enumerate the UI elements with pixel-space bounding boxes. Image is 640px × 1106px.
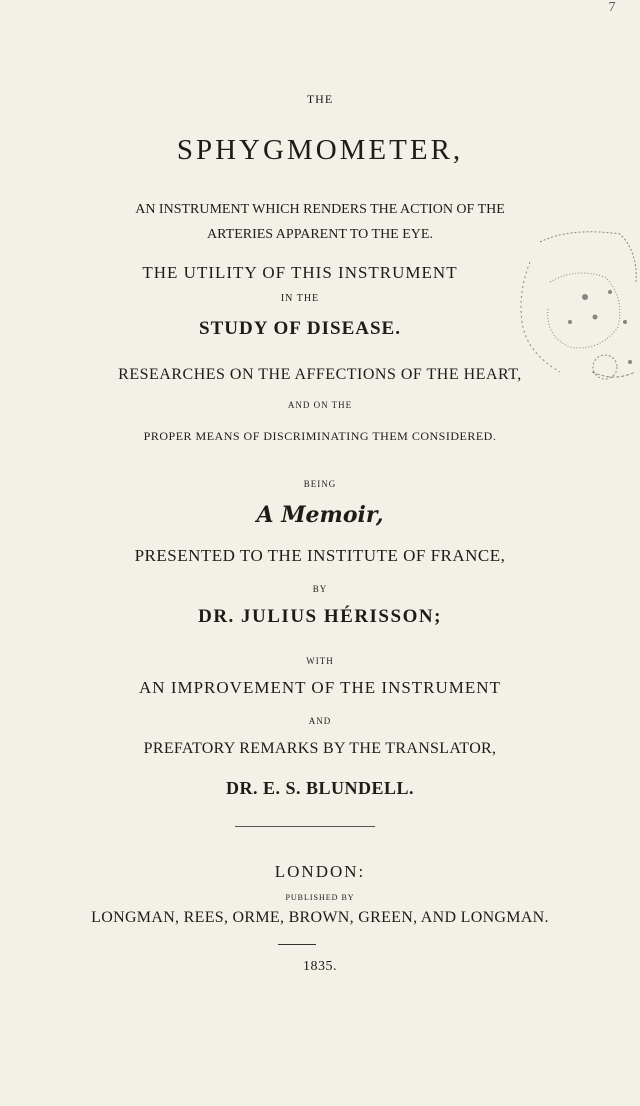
improvement-line: AN IMPROVEMENT OF THE INSTRUMENT — [139, 678, 501, 697]
memoir-line: A Memoir, — [256, 502, 384, 528]
short-rule — [278, 944, 316, 945]
divider-rule — [235, 826, 375, 827]
and-on-the-line: AND ON THE — [287, 400, 353, 410]
imprint-city: LONDON: — [274, 862, 366, 881]
utility-line: THE UTILITY OF THIS INSTRUMENT — [142, 263, 458, 282]
translator-line: DR. E. S. BLUNDELL. — [225, 778, 415, 798]
with-line: WITH — [306, 656, 334, 666]
and-line: AND — [308, 716, 332, 726]
title-article: THE — [306, 92, 334, 106]
published-by-line: PUBLISHED BY — [285, 893, 355, 902]
study-line: STUDY OF DISEASE. — [199, 318, 401, 339]
proper-means-line: PROPER MEANS OF DISCRIMINATING THEM CONSIDERED. — [143, 429, 497, 443]
author-line: DR. JULIUS HÉRISSON; — [198, 606, 442, 627]
being-line: BEING — [303, 479, 337, 489]
researches-line: RESEARCHES ON THE AFFECTIONS OF THE HEART, — [118, 366, 522, 383]
corner-mark: 7 — [608, 0, 616, 15]
book-title: SPHYGMOMETER, — [176, 134, 464, 166]
imprint-year: 1835. — [303, 959, 337, 974]
by-line: BY — [312, 584, 328, 594]
publishers-line: LONGMAN, REES, ORME, BROWN, GREEN, AND LONGMAN. — [91, 909, 549, 926]
prefatory-line: PREFATORY REMARKS BY THE TRANSLATOR, — [143, 740, 497, 757]
library-stamp-icon — [500, 222, 640, 392]
presented-line: PRESENTED TO THE INSTITUTE OF FRANCE, — [134, 546, 506, 565]
subtitle-line-2: ARTERIES APPARENT TO THE EYE. — [207, 227, 433, 242]
subtitle-line-1: AN INSTRUMENT WHICH RENDERS THE ACTION OF THE — [135, 202, 505, 217]
in-the-line: IN THE — [280, 293, 320, 304]
